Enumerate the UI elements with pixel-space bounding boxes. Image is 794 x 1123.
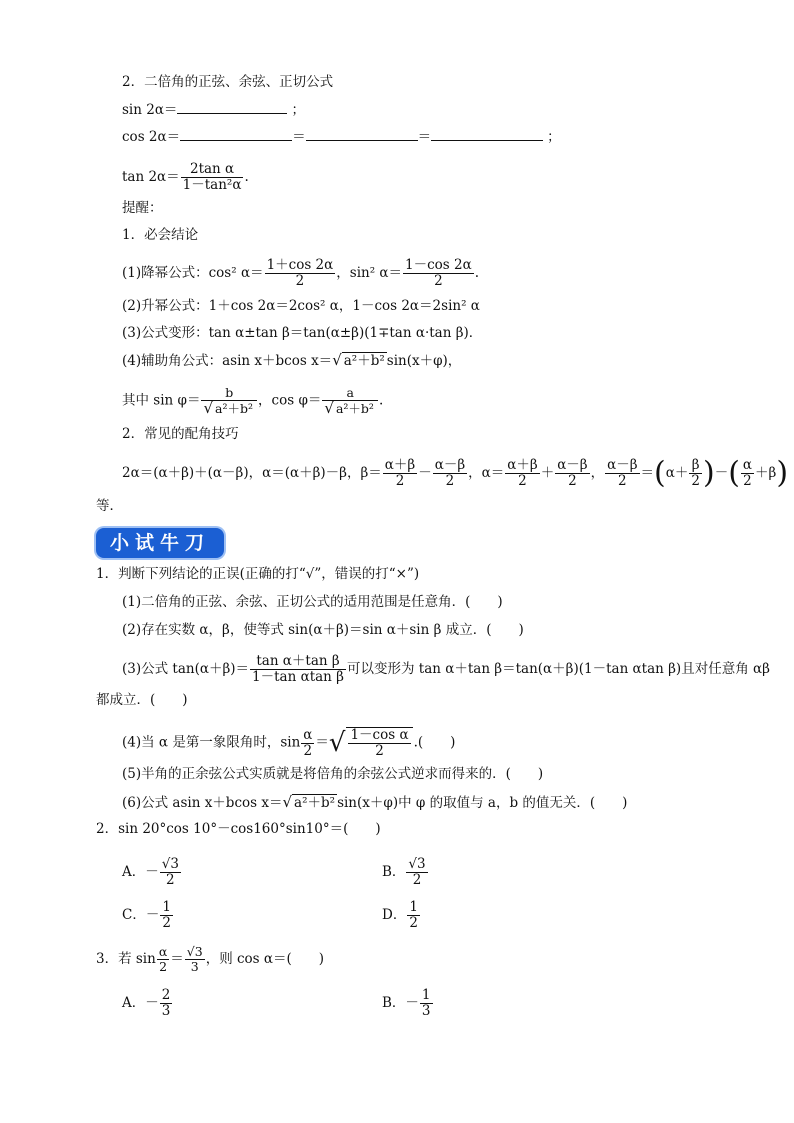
option-label: C．－	[122, 907, 160, 923]
semicolon: ；	[547, 129, 561, 145]
cos2a-blank-3[interactable]	[431, 126, 543, 141]
etc-text: 等．	[96, 498, 123, 514]
angle-technique-heading: 2．常见的配角技巧	[122, 426, 239, 442]
text: ，sin² α＝	[336, 265, 403, 281]
fraction	[160, 900, 173, 931]
tan2a-numerator: 2tan α	[181, 162, 244, 178]
fraction	[301, 728, 314, 759]
q1-item-2: (2)存在实数 α，β，使等式 sin(α＋β)＝sin α＋sin β 成立．( )	[122, 622, 524, 638]
fraction	[201, 386, 257, 416]
left-paren-icon: (	[728, 455, 740, 491]
phi-definition	[122, 386, 383, 416]
left-paren-icon: (	[654, 455, 666, 491]
q1-item-3	[122, 654, 770, 685]
tan2a-fraction	[181, 162, 244, 193]
tan2a-line	[122, 162, 249, 193]
equals: ＝	[417, 129, 432, 145]
q1-item-3-cont: 都成立．( )	[96, 692, 188, 708]
numerator: α＋β	[384, 457, 416, 473]
text: (4)当 α 是第一象限角时，sin	[122, 734, 301, 751]
denominator: 2	[295, 273, 305, 289]
fraction	[157, 945, 169, 974]
numerator: 1	[162, 899, 171, 915]
tips-label: 提醒：	[122, 200, 163, 216]
text: sin(x＋φ)，	[386, 353, 462, 369]
text: ，α＝	[468, 465, 505, 481]
numerator: α	[158, 944, 168, 959]
text: ，则 cos α＝( )	[205, 951, 325, 967]
denominator	[322, 401, 378, 416]
numerator: α－β	[557, 457, 588, 473]
sqrt-icon: √	[328, 728, 346, 758]
denominator: 2	[303, 742, 313, 759]
denominator: 2	[409, 915, 418, 931]
fraction	[741, 458, 754, 489]
cos2a-label: cos 2α＝	[122, 129, 181, 145]
angle-technique-formula	[122, 455, 789, 491]
practice-badge: 小试牛刀	[96, 528, 224, 558]
text: ，	[590, 465, 605, 481]
tan2a-denominator: 1－tan²α	[182, 177, 242, 193]
q1-stem: 1．判断下列结论的正误(正确的打“√”，错误的打“×”)	[96, 566, 420, 582]
text: 3．若 sin	[96, 951, 156, 967]
sin2a-blank[interactable]	[177, 99, 287, 114]
equals: ＝	[292, 129, 306, 145]
tan2a-label: tan 2α＝	[122, 169, 180, 185]
fraction	[605, 458, 639, 489]
numerator: 1	[409, 899, 418, 915]
q1-item-4	[122, 727, 455, 759]
fraction	[346, 727, 412, 759]
tan-transform-formula: (3)公式变形：tan α±tan β＝tan(α±β)(1∓tan α·tan β)．	[122, 325, 483, 341]
sin2a-line	[122, 99, 305, 120]
numerator: α	[303, 726, 313, 743]
denominator: 2	[162, 915, 171, 931]
denominator: 3	[421, 1003, 431, 1019]
numerator: √3	[408, 856, 426, 872]
fraction	[185, 945, 205, 974]
numerator: tan α＋tan β	[250, 654, 346, 670]
cos2a-line	[122, 126, 561, 147]
cos2a-blank-1[interactable]	[180, 126, 292, 141]
numerator: 1－cos 2α	[405, 257, 472, 273]
denominator: 2	[159, 959, 168, 974]
q3-option-a[interactable]	[122, 988, 173, 1019]
conclusion-heading: 1．必会结论	[122, 227, 199, 243]
fraction	[505, 458, 539, 489]
q1-item-6	[122, 792, 627, 813]
denominator: 2	[375, 743, 384, 759]
fraction	[403, 258, 474, 289]
text: 2α＝(α＋β)＋(α－β)，α＝(α＋β)－β，β＝	[122, 465, 382, 481]
fraction	[160, 857, 181, 888]
cos2a-blank-2[interactable]	[306, 126, 418, 141]
denominator: 2	[166, 872, 175, 888]
q2-option-b[interactable]	[382, 857, 429, 888]
text: 可以变形为 tan α＋tan β＝tan(α＋β)(1－tan αtan β)且对任意角 αβ	[346, 661, 770, 677]
text: (4)辅助角公式：asin x＋bcos x＝	[122, 353, 333, 369]
fraction	[407, 900, 420, 931]
denominator: 3	[190, 959, 199, 974]
sqrt-icon: √	[332, 351, 342, 369]
power-reduction-formula	[122, 258, 479, 289]
fraction	[322, 386, 378, 416]
q1-item-1: (1)二倍角的正弦、余弦、正切公式的适用范围是任意角．( )	[122, 594, 503, 610]
numerator: √3	[186, 944, 203, 959]
text: ＋β	[755, 465, 777, 481]
text: ＝	[640, 465, 655, 481]
radicand: a²＋b²	[215, 401, 254, 416]
fraction	[383, 458, 417, 489]
fraction	[160, 988, 173, 1019]
denominator: 2	[518, 473, 527, 489]
denominator: 3	[161, 1003, 171, 1019]
denominator: 2	[395, 473, 405, 489]
text: sin(x＋φ)中 φ 的取值与 a，b 的值无关．( )	[337, 795, 628, 811]
numerator: α＋β	[507, 457, 538, 473]
numerator: β	[689, 458, 702, 474]
q2-option-d[interactable]	[382, 900, 421, 931]
text: .( )	[413, 734, 456, 751]
fraction	[406, 857, 427, 888]
q3-option-b[interactable]	[382, 988, 434, 1019]
right-paren-icon: )	[776, 455, 789, 491]
q2-option-c[interactable]	[122, 900, 174, 931]
sqrt-icon: √	[282, 793, 293, 811]
numerator: 1－cos α	[350, 727, 409, 743]
denominator: 2	[445, 473, 455, 489]
numerator: α	[742, 457, 753, 473]
semicolon: ；	[291, 102, 305, 118]
fraction	[265, 258, 336, 289]
option-label: A．－	[122, 864, 159, 880]
q1-item-5: (5)半角的正余弦公式实质就是将倍角的余弦公式逆求而得来的．( )	[122, 766, 544, 782]
text: (3)公式 tan(α＋β)＝	[122, 661, 250, 677]
numerator: α－β	[607, 457, 638, 473]
numerator: 1＋cos 2α	[266, 257, 334, 273]
option-label: B．－	[382, 995, 419, 1011]
q3-stem	[96, 945, 324, 974]
denominator	[201, 401, 257, 416]
denominator: 2	[568, 473, 577, 489]
fraction	[250, 654, 346, 685]
numerator: 1	[421, 987, 431, 1003]
radicand: a²＋b²	[343, 353, 385, 369]
right-paren-icon: )	[702, 455, 715, 491]
denominator: 2	[412, 872, 422, 888]
text: (1)降幂公式：cos² α＝	[122, 265, 264, 281]
sqrt-icon: √	[203, 399, 214, 417]
fraction	[433, 458, 467, 489]
text: ＝	[315, 734, 329, 751]
auxiliary-angle-formula	[122, 350, 461, 371]
fraction	[555, 458, 589, 489]
section2-heading: 2．二倍角的正弦、余弦、正切公式	[122, 74, 334, 90]
text: －	[418, 465, 432, 481]
denominator: 2	[743, 473, 752, 489]
period: .	[244, 169, 249, 185]
sqrt-icon: √	[324, 399, 334, 417]
denominator: 2	[434, 273, 443, 289]
numerator: 2	[161, 987, 171, 1003]
q2-option-a[interactable]	[122, 857, 182, 888]
text: (6)公式 asin x＋bcos x＝	[122, 795, 283, 811]
text: 其中 sin φ＝	[122, 392, 201, 409]
option-label: D．	[382, 907, 407, 923]
fraction	[420, 988, 433, 1019]
period: .	[474, 265, 480, 281]
q2-stem: 2．sin 20°cos 10°－cos160°sin10°＝( )	[96, 821, 381, 837]
numerator: b	[201, 386, 257, 401]
numerator: a	[322, 386, 378, 401]
numerator: α－β	[434, 457, 466, 473]
power-raise-formula: (2)升幂公式：1＋cos 2α＝2cos² α，1－cos 2α＝2sin² α	[122, 298, 480, 314]
text: ＋	[540, 465, 555, 481]
period: .	[378, 392, 384, 409]
radicand: a²＋b²	[294, 795, 336, 811]
fraction	[689, 458, 702, 489]
denominator: 1－tan αtan β	[252, 669, 344, 685]
text: ，cos φ＝	[258, 392, 322, 409]
denominator: 2	[691, 473, 700, 489]
numerator: √3	[161, 856, 179, 872]
option-label: B．	[382, 864, 406, 880]
sin2a-label: sin 2α＝	[122, 102, 178, 118]
denominator: 2	[618, 473, 627, 489]
radicand: a²＋b²	[335, 401, 374, 416]
text: α＋	[665, 465, 689, 481]
option-label: A．－	[122, 995, 159, 1011]
text: ＝	[170, 951, 184, 967]
text: －	[714, 465, 729, 481]
